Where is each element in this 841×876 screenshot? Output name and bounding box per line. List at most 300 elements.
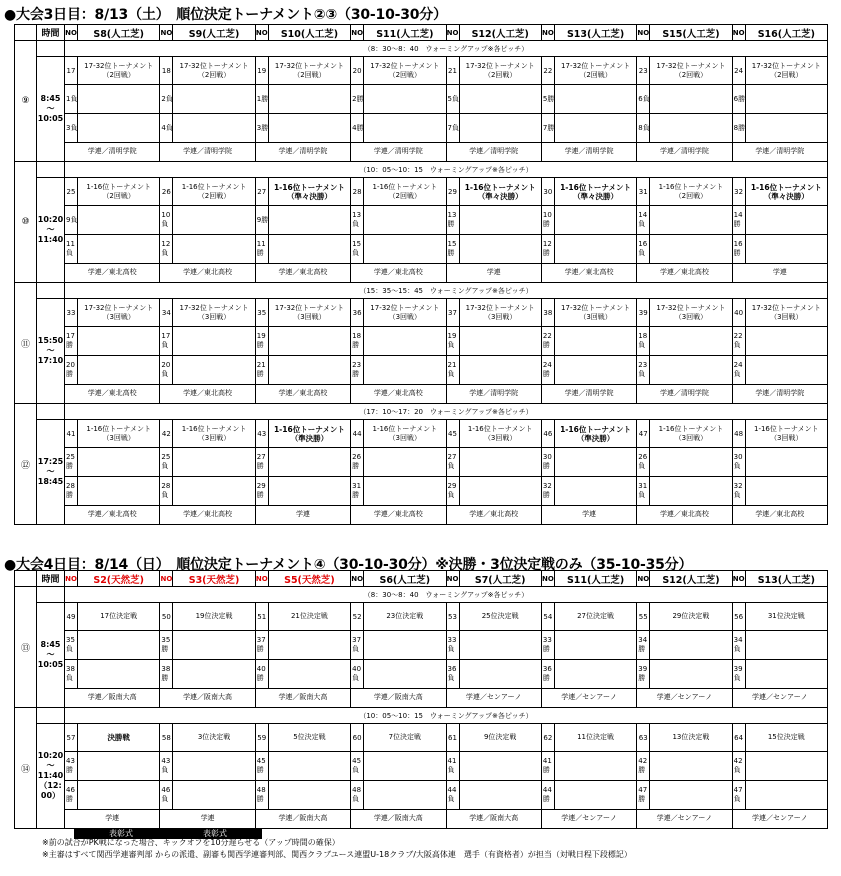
match-title: 17位決定戦: [78, 603, 159, 631]
match-grid: [447, 420, 541, 524]
match-cell: [65, 724, 160, 829]
match-row: [15, 724, 828, 829]
team-a-source: 41 負: [447, 752, 460, 781]
match-grid: [637, 420, 731, 524]
match-cell: [446, 603, 541, 708]
match-cell: [541, 178, 636, 283]
team-b-source: 44 勝: [542, 781, 555, 810]
team-a-source: 10 負: [160, 206, 173, 235]
session-label: ⑬: [15, 587, 37, 708]
team-a-source: 34 負: [733, 631, 746, 660]
match-title: 31位決定戦: [746, 603, 827, 631]
match-cell: [65, 57, 160, 162]
match-row: [15, 57, 828, 162]
referee: 学連／センアーノ: [561, 814, 617, 822]
team-b-slot: [555, 114, 636, 143]
match-grid: [447, 178, 541, 282]
match-number: 24: [733, 57, 746, 85]
warmup-text: （10：05～10：15 ウォーミングアップ※各ピッチ）: [65, 708, 828, 724]
team-a-source: 25 負: [160, 448, 173, 477]
match-number: 18: [160, 57, 173, 85]
team-b-slot: [364, 356, 445, 385]
team-b-slot: [78, 781, 159, 810]
referee: 学連／東北高校: [278, 389, 328, 397]
match-grid: [733, 420, 827, 524]
pitch-header: S10(人工芝): [268, 25, 350, 41]
time-blank: [37, 708, 65, 724]
referee: 学連／東北高校: [183, 389, 233, 397]
header-no: NO: [160, 571, 173, 587]
team-a-slot: [364, 206, 445, 235]
header-no: NO: [65, 571, 78, 587]
match-grid: [542, 57, 636, 161]
team-b-source: 8勝: [733, 114, 746, 143]
team-a-source: 35 負: [65, 631, 78, 660]
team-b-slot: [460, 114, 541, 143]
team-b-slot: [460, 660, 541, 689]
match-number: 40: [733, 299, 746, 327]
match-grid: [351, 178, 445, 282]
team-a-slot: [78, 448, 159, 477]
match-cell: [637, 57, 732, 162]
match-title: 決勝戦: [78, 724, 159, 752]
team-b-source: 3勝: [256, 114, 269, 143]
match-number: 30: [542, 178, 555, 206]
match-number: 32: [733, 178, 746, 206]
referee: 学連: [200, 814, 215, 822]
award-ceremony-badge: 表彰式: [168, 828, 262, 839]
match-number: 49: [65, 603, 78, 631]
match-title: 17-32位トーナメント （3回戦）: [364, 299, 445, 327]
pitch-header: S8(人工芝): [78, 25, 160, 41]
match-title: 13位決定戦: [650, 724, 731, 752]
team-a-source: 30 負: [733, 448, 746, 477]
match-cell: [255, 724, 350, 829]
match-grid: [733, 299, 827, 403]
match-grid: [733, 603, 827, 707]
referee: 学連／清明学院: [469, 389, 519, 397]
team-a-slot: [173, 448, 254, 477]
match-number: 64: [733, 724, 746, 752]
session-time: 8:45 ～ 10:05: [37, 57, 65, 162]
match-title: 1-16位トーナメント （準決勝）: [269, 420, 350, 448]
match-grid: [542, 603, 636, 707]
match-title: 17-32位トーナメント （2回戦）: [460, 57, 541, 85]
team-b-slot: [269, 477, 350, 506]
match-title: 1-16位トーナメント （準々決勝）: [555, 178, 636, 206]
team-a-source: 22 負: [733, 327, 746, 356]
warmup-row: [15, 41, 828, 57]
match-cell: [65, 603, 160, 708]
team-b-source: 46 勝: [65, 781, 78, 810]
team-b-source: 21 負: [447, 356, 460, 385]
team-b-source: 24 勝: [542, 356, 555, 385]
team-a-slot: [269, 85, 350, 114]
match-title: 5位決定戦: [269, 724, 350, 752]
day4-title: ●大会4日目：8/14（日） 順位決定トーナメント④（30-10-30分）※決勝・3位決定戦のみ（35-10-35分）: [4, 557, 693, 573]
match-grid: [160, 178, 254, 282]
team-b-slot: [364, 660, 445, 689]
referee: 学連／東北高校: [373, 268, 423, 276]
team-b-source: 36 負: [447, 660, 460, 689]
match-title: 15位決定戦: [746, 724, 827, 752]
match-cell: [65, 299, 160, 404]
header-blank: [15, 571, 37, 587]
team-a-slot: [364, 448, 445, 477]
team-b-source: 12 勝: [542, 235, 555, 264]
header-no: NO: [160, 25, 173, 41]
team-a-slot: [555, 631, 636, 660]
match-number: 46: [542, 420, 555, 448]
match-title: 17-32位トーナメント （3回戦）: [78, 299, 159, 327]
match-number: 42: [160, 420, 173, 448]
warmup-row: [15, 708, 828, 724]
award-ceremony-badge: 表彰式: [74, 828, 168, 839]
match-row: [15, 299, 828, 404]
match-number: 22: [542, 57, 555, 85]
match-grid: [351, 724, 445, 828]
match-row: [15, 420, 828, 525]
match-grid: [65, 724, 159, 828]
team-a-slot: [650, 206, 731, 235]
team-a-source: 37 勝: [256, 631, 269, 660]
match-cell: [160, 178, 255, 283]
team-b-slot: [269, 356, 350, 385]
match-number: 31: [637, 178, 650, 206]
pitch-header: S12(人工芝): [459, 25, 541, 41]
team-b-source: 31 勝: [351, 477, 364, 506]
team-a-slot: [364, 327, 445, 356]
referee: 学連／阪南大高: [373, 814, 423, 822]
match-number: 63: [637, 724, 650, 752]
team-b-source: 32 負: [733, 477, 746, 506]
warmup-row: [15, 404, 828, 420]
referee: 学連／東北高校: [659, 510, 709, 518]
referee: 学連／東北高校: [87, 389, 137, 397]
match-cell: [732, 724, 827, 829]
team-a-slot: [269, 752, 350, 781]
match-number: 41: [65, 420, 78, 448]
referee: 学連／センアーノ: [751, 693, 808, 701]
match-number: 17: [65, 57, 78, 85]
team-a-slot: [650, 448, 731, 477]
match-cell: [446, 299, 541, 404]
match-cell: [446, 724, 541, 829]
team-b-source: 32 勝: [542, 477, 555, 506]
header-row: [15, 571, 828, 587]
team-b-slot: [173, 477, 254, 506]
session-time: 10:20 ～ 11:40 （12: 00）: [37, 724, 65, 829]
match-number: 36: [351, 299, 364, 327]
team-a-source: 33 負: [447, 631, 460, 660]
team-b-slot: [78, 477, 159, 506]
referee: 学連／東北高校: [183, 510, 233, 518]
team-a-slot: [364, 752, 445, 781]
session-time: 15:50 ～ 17:10: [37, 299, 65, 404]
match-grid: [351, 603, 445, 707]
team-b-slot: [460, 781, 541, 810]
team-a-source: 26 勝: [351, 448, 364, 477]
match-number: 43: [256, 420, 269, 448]
team-b-source: 21 勝: [256, 356, 269, 385]
match-grid: [542, 724, 636, 828]
team-a-source: 13 負: [351, 206, 364, 235]
pitch-header: S5(天然芝): [268, 571, 350, 587]
team-a-source: 42 勝: [637, 752, 650, 781]
team-a-source: 6勝: [733, 85, 746, 114]
team-a-slot: [78, 327, 159, 356]
match-number: 53: [447, 603, 460, 631]
match-cell: [351, 603, 446, 708]
team-b-source: 12 負: [160, 235, 173, 264]
match-grid: [160, 299, 254, 403]
match-grid: [160, 724, 254, 828]
match-grid: [733, 178, 827, 282]
team-a-slot: [746, 327, 827, 356]
match-title: 17-32位トーナメント （3回戦）: [269, 299, 350, 327]
match-title: 7位決定戦: [364, 724, 445, 752]
match-number: 62: [542, 724, 555, 752]
team-a-slot: [460, 327, 541, 356]
match-cell: [160, 299, 255, 404]
match-title: 17-32位トーナメント （2回戦）: [555, 57, 636, 85]
match-title: 1-16位トーナメント （2回戦）: [364, 178, 445, 206]
match-title: 1-16位トーナメント （3回戦）: [364, 420, 445, 448]
match-title: 9位決定戦: [460, 724, 541, 752]
match-grid: [65, 57, 159, 161]
match-cell: [255, 299, 350, 404]
match-title: 17-32位トーナメント （2回戦）: [269, 57, 350, 85]
match-number: 54: [542, 603, 555, 631]
match-cell: [160, 724, 255, 829]
team-a-source: 45 勝: [256, 752, 269, 781]
team-a-source: 2勝: [351, 85, 364, 114]
match-cell: [732, 299, 827, 404]
team-a-source: 17 負: [160, 327, 173, 356]
team-b-slot: [746, 235, 827, 264]
team-a-source: 30 勝: [542, 448, 555, 477]
team-a-source: 1負: [65, 85, 78, 114]
team-b-source: 20 負: [160, 356, 173, 385]
team-b-source: 24 負: [733, 356, 746, 385]
team-b-slot: [650, 235, 731, 264]
match-title: 17-32位トーナメント （3回戦）: [650, 299, 731, 327]
header-no: NO: [732, 571, 745, 587]
team-a-source: 6負: [637, 85, 650, 114]
match-title: 17-32位トーナメント （2回戦）: [364, 57, 445, 85]
team-b-slot: [746, 356, 827, 385]
team-b-source: 15 負: [351, 235, 364, 264]
match-title: 11位決定戦: [555, 724, 636, 752]
time-blank: [37, 162, 65, 178]
match-title: 17-32位トーナメント （2回戦）: [650, 57, 731, 85]
match-grid: [256, 57, 350, 161]
team-a-source: 41 勝: [542, 752, 555, 781]
team-a-slot: [78, 206, 159, 235]
team-b-source: 28 負: [160, 477, 173, 506]
match-number: 58: [160, 724, 173, 752]
match-number: 38: [542, 299, 555, 327]
match-title: 29位決定戦: [650, 603, 731, 631]
match-number: 23: [637, 57, 650, 85]
team-a-slot: [269, 327, 350, 356]
team-a-source: 35 勝: [160, 631, 173, 660]
match-title: 21位決定戦: [269, 603, 350, 631]
warmup-text: （15：35～15：45 ウォーミングアップ※各ピッチ）: [65, 283, 828, 299]
pitch-header: S16(人工芝): [745, 25, 827, 41]
referee: 学連／センアーノ: [465, 693, 522, 701]
team-b-slot: [746, 660, 827, 689]
header-no: NO: [255, 571, 268, 587]
team-a-source: 19 負: [447, 327, 460, 356]
team-a-source: 18 負: [637, 327, 650, 356]
team-a-slot: [650, 85, 731, 114]
team-a-source: 5勝: [542, 85, 555, 114]
referee: 学連／清明学院: [564, 389, 614, 397]
team-b-source: 4勝: [351, 114, 364, 143]
match-title: 1-16位トーナメント （2回戦）: [173, 178, 254, 206]
referee: 学連／阪南大高: [87, 693, 137, 701]
referee: 学連／センアーノ: [751, 814, 808, 822]
team-a-source: 1勝: [256, 85, 269, 114]
referee: 学連／清明学院: [183, 147, 233, 155]
header-no: NO: [637, 571, 650, 587]
team-b-source: 46 負: [160, 781, 173, 810]
team-a-slot: [173, 206, 254, 235]
match-cell: [351, 420, 446, 525]
match-number: 34: [160, 299, 173, 327]
referee: 学連／センアーノ: [561, 693, 617, 701]
match-grid: [256, 299, 350, 403]
warmup-text: （10：05～10：15 ウォーミングアップ※各ピッチ）: [65, 162, 828, 178]
match-grid: [65, 299, 159, 403]
match-grid: [447, 57, 541, 161]
team-a-slot: [460, 752, 541, 781]
match-grid: [351, 57, 445, 161]
day3-schedule-table: [14, 24, 828, 525]
match-title: 17-32位トーナメント （3回戦）: [555, 299, 636, 327]
note-line: ※主審はすべて関西学連審判部 からの派遣、副審も関西学連審判部、関西クラブユース連盟U-18クラブ/大阪高体連 選手（有資格者）が担当（対戦日程下段標記）: [42, 850, 632, 859]
header-no: NO: [351, 25, 364, 41]
team-b-source: 4負: [160, 114, 173, 143]
team-b-source: 29 勝: [256, 477, 269, 506]
warmup-text: （8：30～8：40 ウォーミングアップ※各ピッチ）: [65, 587, 828, 603]
match-row: [15, 178, 828, 283]
match-grid: [351, 420, 445, 524]
referee: 学連／清明学院: [659, 389, 709, 397]
team-b-source: 28 勝: [65, 477, 78, 506]
match-title: 17-32位トーナメント （2回戦）: [78, 57, 159, 85]
team-b-source: 36 勝: [542, 660, 555, 689]
time-blank: [37, 404, 65, 420]
match-title: 1-16位トーナメント （3回戦）: [650, 420, 731, 448]
team-b-source: 38 負: [65, 660, 78, 689]
team-b-slot: [555, 477, 636, 506]
team-b-source: 40 勝: [256, 660, 269, 689]
referee: 学連／東北高校: [183, 268, 233, 276]
match-grid: [447, 724, 541, 828]
referee: 学連／清明学院: [564, 147, 614, 155]
match-grid: [447, 299, 541, 403]
team-a-slot: [555, 327, 636, 356]
match-number: 45: [447, 420, 460, 448]
header-no: NO: [446, 571, 459, 587]
team-b-slot: [555, 660, 636, 689]
team-a-source: 14 勝: [733, 206, 746, 235]
team-a-slot: [173, 85, 254, 114]
match-grid: [256, 420, 350, 524]
team-a-slot: [746, 85, 827, 114]
team-a-source: 13 勝: [447, 206, 460, 235]
team-a-slot: [460, 206, 541, 235]
referee: 学連: [582, 510, 597, 518]
warmup-row: [15, 162, 828, 178]
referee: 学連／清明学院: [755, 389, 805, 397]
team-b-source: 23 勝: [351, 356, 364, 385]
match-cell: [732, 420, 827, 525]
team-b-slot: [364, 114, 445, 143]
match-number: 60: [351, 724, 364, 752]
header-time: 時間: [37, 25, 65, 41]
team-b-source: 3負: [65, 114, 78, 143]
match-grid: [256, 724, 350, 828]
referee: 学連／東北高校: [469, 510, 519, 518]
team-b-source: 40 負: [351, 660, 364, 689]
match-grid: [447, 603, 541, 707]
match-cell: [637, 724, 732, 829]
session-label: ⑩: [15, 162, 37, 283]
match-cell: [351, 57, 446, 162]
team-b-source: 44 負: [447, 781, 460, 810]
team-a-source: 14 負: [637, 206, 650, 235]
match-cell: [541, 603, 636, 708]
match-number: 39: [637, 299, 650, 327]
team-b-slot: [78, 114, 159, 143]
match-title: 17-32位トーナメント （3回戦）: [173, 299, 254, 327]
match-cell: [255, 420, 350, 525]
match-title: 17-32位トーナメント （3回戦）: [746, 299, 827, 327]
match-cell: [637, 178, 732, 283]
header-no: NO: [255, 25, 268, 41]
team-b-slot: [746, 477, 827, 506]
referee: 学連／センアーノ: [656, 814, 713, 822]
match-grid: [256, 178, 350, 282]
header-no: NO: [541, 25, 554, 41]
pitch-header: S13(人工芝): [554, 25, 636, 41]
match-cell: [255, 603, 350, 708]
match-row: [15, 603, 828, 708]
session-time: 17:25 ～ 18:45: [37, 420, 65, 525]
match-grid: [160, 57, 254, 161]
team-b-source: 11 勝: [256, 235, 269, 264]
match-number: 56: [733, 603, 746, 631]
team-a-source: 26 負: [637, 448, 650, 477]
match-grid: [65, 178, 159, 282]
match-grid: [637, 178, 731, 282]
team-b-source: 47 負: [733, 781, 746, 810]
match-grid: [637, 724, 731, 828]
team-b-slot: [555, 235, 636, 264]
warmup-row: [15, 283, 828, 299]
referee: 学連／東北高校: [87, 268, 137, 276]
team-b-slot: [173, 781, 254, 810]
team-b-source: 11 負: [65, 235, 78, 264]
referee: 学連: [772, 268, 787, 276]
team-a-slot: [555, 85, 636, 114]
note-line: ※前の試合がPK戦になった場合、キックオフを10分遅らせる（アップ時間の確保）: [42, 838, 340, 847]
team-b-slot: [650, 477, 731, 506]
team-b-source: 15 勝: [447, 235, 460, 264]
